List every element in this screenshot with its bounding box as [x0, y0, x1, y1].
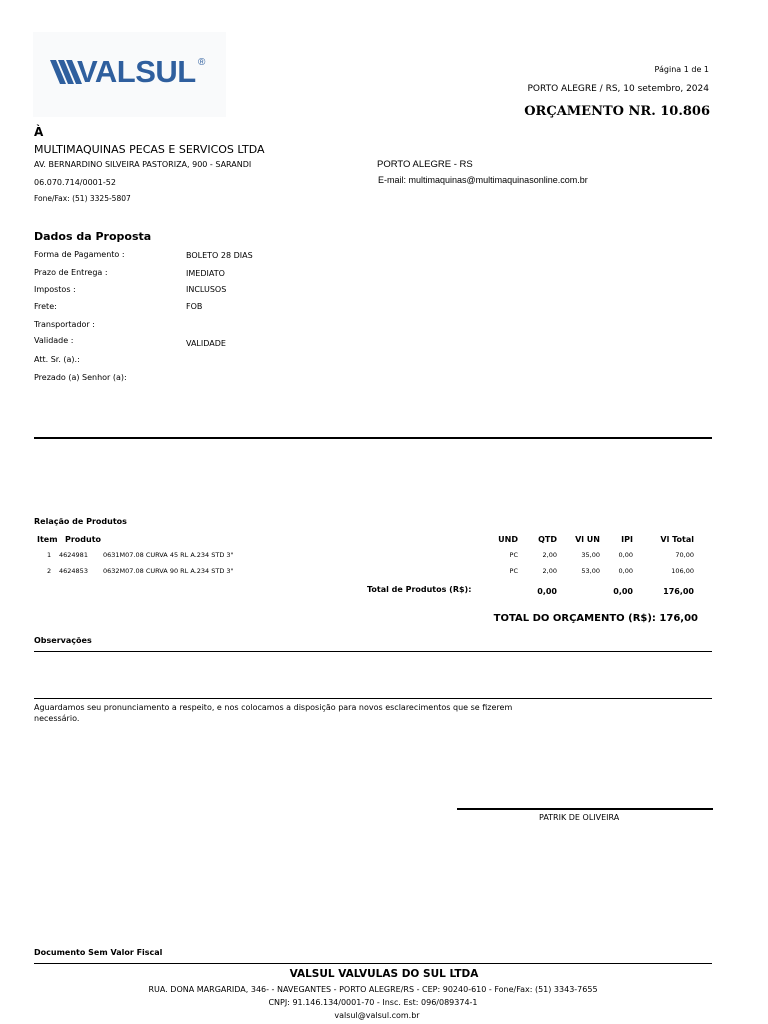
products-total-label: Total de Produtos (R$):	[367, 585, 472, 594]
row-code: 4624981	[59, 551, 88, 559]
recipient-email: E-mail: multimaquinas@multimaquinasonline.com.br	[378, 175, 588, 185]
row-code: 4624853	[59, 567, 88, 575]
col-product-header: Produto	[65, 535, 102, 544]
col-qtd-header: QTD	[538, 535, 557, 544]
observations-top-rule	[34, 651, 712, 652]
row-qtd: 2,00	[542, 551, 557, 559]
row-total: 70,00	[675, 551, 694, 559]
row-und: PC	[509, 567, 518, 575]
footer-cnpj: CNPJ: 91.146.134/0001-70 - Insc. Est: 096/089374-1	[268, 998, 478, 1007]
row-desc: 0632M07.08 CURVA 90 RL A.234 STD 3"	[103, 567, 234, 575]
col-item-header: Item	[37, 535, 58, 544]
payment-value: BOLETO 28 DIAS	[186, 251, 253, 260]
greeting-label: Prezado (a) Senhor (a):	[34, 373, 127, 382]
validity-label: Validade :	[34, 336, 74, 345]
row-total: 106,00	[671, 567, 694, 575]
recipient-address: AV. BERNARDINO SILVEIRA PASTORIZA, 900 - SARANDI	[34, 160, 252, 169]
observations-text-line2: necessário.	[34, 714, 80, 723]
products-title: Relação de Produtos	[34, 517, 127, 526]
observations-text-line1: Aguardamos seu pronunciamento a respeito, e nos colocamos a disposição para novos esclarecimentos que se fizerem	[34, 703, 513, 712]
row-item: 2	[47, 567, 52, 575]
signature-line	[457, 808, 713, 810]
footer-company: VALSUL VALVULAS DO SUL LTDA	[289, 968, 479, 980]
observations-bottom-rule	[34, 698, 712, 699]
col-ipi-header: IPI	[621, 535, 633, 544]
row-desc: 0631M07.08 CURVA 45 RL A.234 STD 3"	[103, 551, 234, 559]
page-indicator: Página 1 de 1	[654, 65, 709, 74]
footer-email: valsul@valsul.com.br	[334, 1011, 420, 1020]
logo-text: VALSUL	[77, 54, 196, 89]
row-vlun: 35,00	[581, 551, 600, 559]
recipient-company: MULTIMAQUINAS PECAS E SERVICOS LTDA	[34, 143, 265, 156]
att-label: Att. Sr. (a).:	[34, 355, 80, 364]
row-und: PC	[509, 551, 518, 559]
row-ipi: 0,00	[618, 551, 633, 559]
recipient-cnpj: 06.070.714/0001-52	[34, 178, 116, 187]
delivery-value: IMEDIATO	[186, 269, 225, 278]
recipient-phone: Fone/Fax: (51) 3325-5807	[34, 194, 131, 203]
row-ipi: 0,00	[618, 567, 633, 575]
proposal-title: Dados da Proposta	[34, 230, 152, 243]
signature-name: PATRIK DE OLIVEIRA	[539, 813, 620, 822]
row-item: 1	[47, 551, 52, 559]
recipient-city: PORTO ALEGRE - RS	[377, 159, 473, 170]
quote-number: ORÇAMENTO NR. 10.806	[524, 104, 710, 119]
validity-value: VALIDADE	[186, 339, 226, 348]
observations-title: Observações	[34, 636, 92, 645]
payment-label: Forma de Pagamento :	[34, 250, 125, 259]
registered-mark: ®	[198, 57, 206, 68]
row-vlun: 53,00	[581, 567, 600, 575]
taxes-value: INCLUSOS	[186, 285, 227, 294]
col-vlun-header: Vl UN	[575, 535, 600, 544]
grand-total: TOTAL DO ORÇAMENTO (R$): 176,00	[493, 613, 698, 624]
delivery-label: Prazo de Entrega :	[34, 268, 108, 277]
freight-value: FOB	[186, 302, 203, 311]
place-date: PORTO ALEGRE / RS, 10 setembro, 2024	[527, 84, 709, 94]
section-divider	[34, 437, 712, 439]
no-fiscal-value: Documento Sem Valor Fiscal	[34, 948, 163, 957]
col-vltotal-header: Vl Total	[660, 535, 694, 544]
col-und-header: UND	[498, 535, 518, 544]
footer-rule	[34, 963, 712, 964]
carrier-label: Transportador :	[34, 320, 95, 329]
logo	[33, 32, 226, 117]
products-total-qtd: 0,00	[537, 587, 557, 596]
footer-address: RUA. DONA MARGARIDA, 346- - NAVEGANTES - PORTO ALEGRE/RS - CEP: 90240-610 - Fone/Fax: (51) 3343-7655	[148, 985, 598, 994]
products-total-value: 176,00	[663, 587, 694, 596]
recipient-prefix: À	[34, 125, 44, 139]
products-total-ipi: 0,00	[613, 587, 633, 596]
taxes-label: Impostos :	[34, 285, 76, 294]
row-qtd: 2,00	[542, 567, 557, 575]
freight-label: Frete:	[34, 302, 57, 311]
